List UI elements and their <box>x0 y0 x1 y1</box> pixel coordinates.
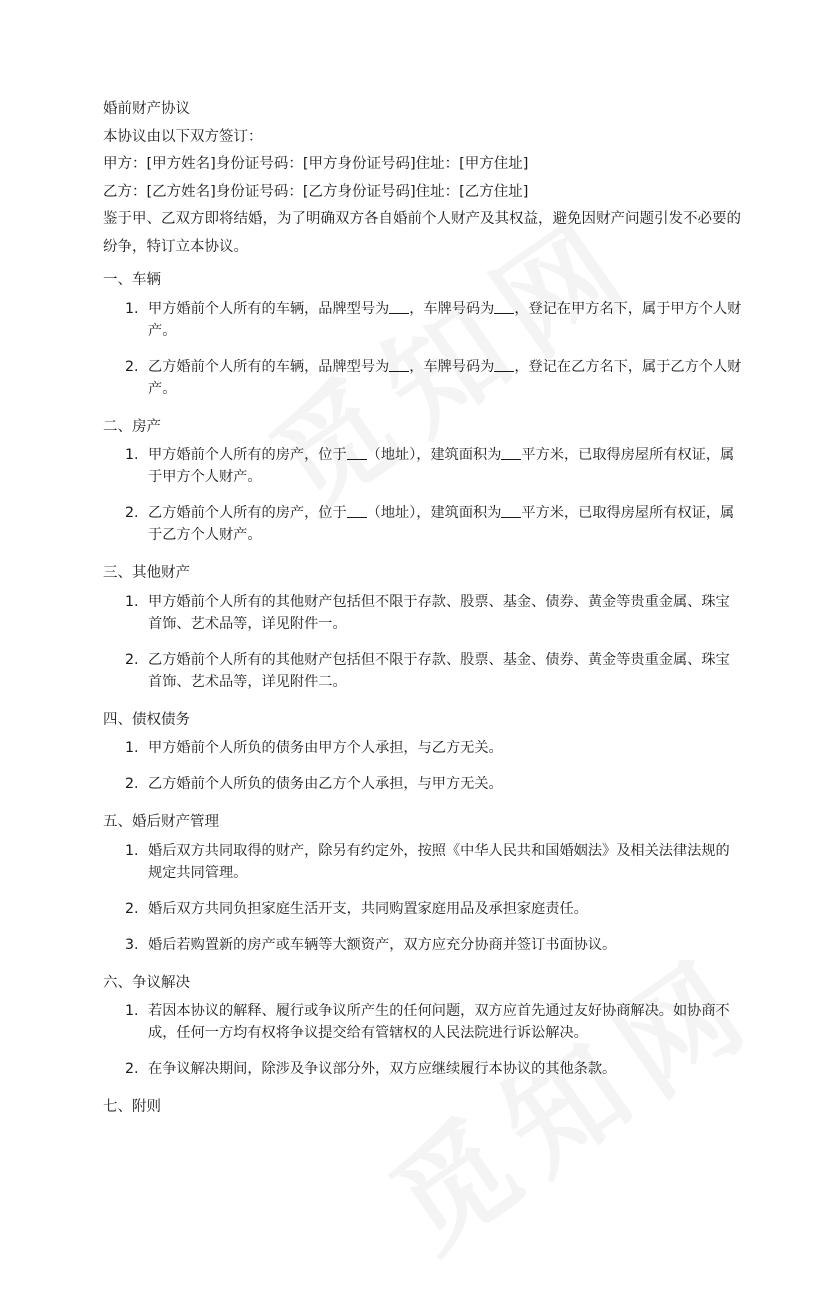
list-item-text: 甲方婚前个人所有的房产，位于 <box>148 447 347 463</box>
list-item-text: ，车牌号码为 <box>409 358 495 375</box>
fill-in-blank <box>347 503 367 518</box>
list-item <box>103 840 743 884</box>
list-item-text: 甲方婚前个人所负的债务由甲方个人承担，与乙方无关。 <box>148 740 503 756</box>
section-title: 一、车辆 <box>103 272 161 288</box>
list-item-text: 婚后双方共同取得的财产，除另有约定外，按照《中华人民共和国婚姻法》及相关法律法规的规定共同管理。 <box>148 842 730 881</box>
list-item-number: 2. <box>125 776 139 792</box>
list-item <box>103 502 743 546</box>
section-list <box>103 444 743 546</box>
sections-container <box>103 267 743 1122</box>
section-list <box>103 1000 743 1080</box>
list-item-text: 乙方婚前个人所负的债务由乙方个人承担，与甲方无关。 <box>148 776 503 792</box>
section-list <box>103 591 743 693</box>
list-item-text: 平方米，已取得房屋所有权证，属于乙方个人财产。 <box>148 505 735 543</box>
document-body <box>103 96 743 1125</box>
section-list <box>103 840 743 956</box>
fill-in-blank <box>389 299 409 314</box>
list-item-number: 1. <box>125 842 139 859</box>
list-item-number: 1. <box>125 1003 139 1019</box>
fill-in-blank <box>501 503 521 518</box>
section-title: 三、其他财产 <box>103 565 190 581</box>
list-item-number: 1. <box>125 593 139 610</box>
section-list <box>103 737 743 795</box>
list-item-text: 若因本协议的解释、履行或争议所产生的任何问题，双方应首先通过友好协商解决。如协商不成，任何一方均有权将争议提交给有管辖权的人民法院进行诉讼解决。 <box>148 1003 730 1041</box>
list-item-number: 2. <box>125 1061 139 1077</box>
list-item-number: 2. <box>125 505 139 521</box>
document-title: 婚前财产协议 <box>103 101 190 117</box>
list-item-text: 婚后双方共同负担家庭生活开支，共同购置家庭用品及承担家庭责任。 <box>148 900 588 917</box>
list-item-number: 1. <box>125 740 139 756</box>
section-title: 七、附则 <box>103 1099 161 1115</box>
section-list <box>103 298 743 400</box>
list-item-number: 1. <box>125 300 139 317</box>
list-item <box>103 934 743 956</box>
list-item <box>103 298 743 342</box>
party-a-info: 甲方：[甲方姓名]身份证号码：[甲方身份证号码]住址：[甲方住址] <box>103 156 529 172</box>
section-title: 六、争议解决 <box>103 974 190 991</box>
list-item-text: 乙方婚前个人所有的车辆，品牌型号为 <box>148 358 390 375</box>
list-item <box>103 649 743 693</box>
list-item <box>103 356 743 400</box>
list-item-text: ，登记在乙方名下，属于乙方个人财产。 <box>148 358 742 397</box>
fill-in-blank <box>501 445 521 460</box>
list-item-text: 婚后若购置新的房产或车辆等大额资产，双方应充分协商并签订书面协议。 <box>148 936 617 953</box>
list-item-text: ，车牌号码为 <box>409 300 495 317</box>
fill-in-blank <box>494 357 514 372</box>
list-item-number: 3. <box>125 936 139 953</box>
list-item <box>103 773 743 795</box>
preamble: 鉴于甲、乙双方即将结婚，为了明确双方各自婚前个人财产及其权益，避免因财产问题引发不必要的纷争，特订立本协议。 <box>103 211 741 255</box>
list-item <box>103 444 743 488</box>
fill-in-blank <box>347 445 367 460</box>
list-item-text: ，登记在甲方名下，属于甲方个人财产。 <box>148 300 742 339</box>
list-item <box>103 898 743 920</box>
list-item-number: 2. <box>125 651 139 668</box>
list-item-text: 乙方婚前个人所有的其他财产包括但不限于存款、股票、基金、债券、黄金等贵重金属、珠宝首饰、艺术品等，详见附件二。 <box>148 651 730 690</box>
party-b-info: 乙方：[乙方姓名]身份证号码：[乙方身份证号码]住址：[乙方住址] <box>103 183 529 200</box>
section-title: 四、债权债务 <box>103 711 190 728</box>
list-item-number: 2. <box>125 358 139 375</box>
list-item-text: 乙方婚前个人所有的房产，位于 <box>148 505 347 521</box>
list-item <box>103 737 743 759</box>
section-title: 二、房产 <box>103 418 161 435</box>
list-item-text: 在争议解决期间，除涉及争议部分外，双方应继续履行本协议的其他条款。 <box>148 1061 617 1077</box>
list-item <box>103 591 743 635</box>
list-item-text: 甲方婚前个人所有的车辆，品牌型号为 <box>148 300 390 317</box>
list-item <box>103 1000 743 1044</box>
list-item-text: （地址），建筑面积为 <box>366 447 502 463</box>
list-item-text: 平方米，已取得房屋所有权证，属于甲方个人财产。 <box>148 447 735 485</box>
list-item-text: （地址），建筑面积为 <box>366 505 502 521</box>
section-title: 五、婚后财产管理 <box>103 814 219 830</box>
list-item-number: 1. <box>125 447 139 463</box>
intro-text: 本协议由以下双方签订： <box>103 128 263 145</box>
list-item-text: 甲方婚前个人所有的其他财产包括但不限于存款、股票、基金、债券、黄金等贵重金属、珠宝首饰、艺术品等，详见附件一。 <box>148 593 730 632</box>
list-item-number: 2. <box>125 900 139 917</box>
fill-in-blank <box>389 357 409 372</box>
list-item <box>103 1058 743 1080</box>
fill-in-blank <box>494 299 514 314</box>
